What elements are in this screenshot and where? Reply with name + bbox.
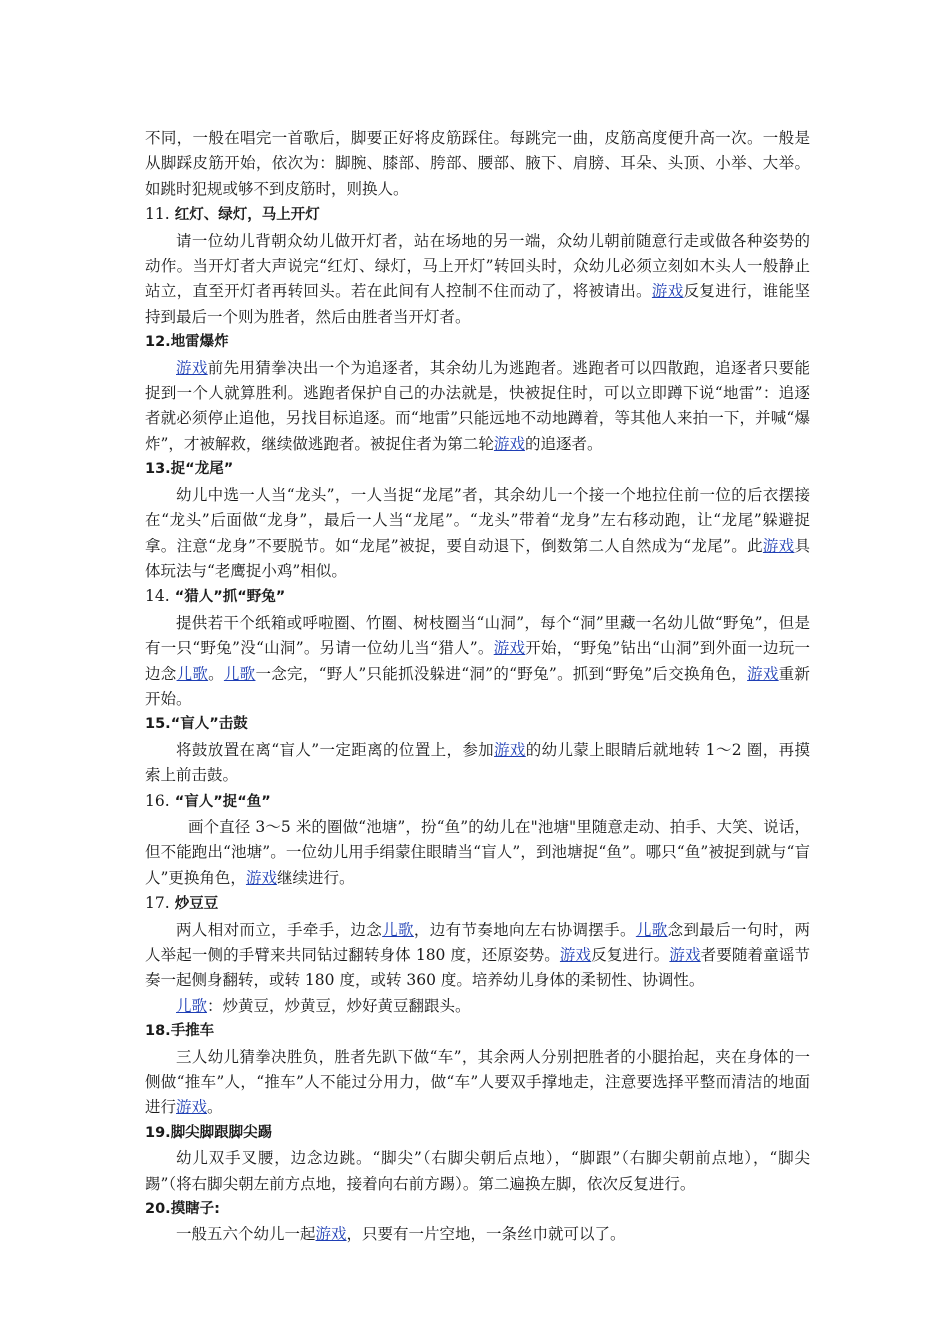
paragraph-text: ，边有节奏地向左右协调摆手。: [413, 920, 636, 939]
intro-paragraph: 不同，一般在唱完一首歌后，脚要正好将皮筋踩住。每跳完一曲，皮筋高度便升高一次。一般是从脚踩皮筋开始，依次为：脚腕、膝部、胯部、腰部、腋下、肩膀、耳朵、头顶、小举、大举。如跳时犯规或够不到皮筋时，则换人。: [145, 129, 810, 198]
paragraph-text: 一般五六个幼儿一起: [176, 1225, 316, 1244]
paragraph-text: 。: [208, 664, 224, 683]
section-number: 19.: [145, 1124, 171, 1141]
section-paragraph: [145, 483, 810, 585]
section-paragraph: [145, 738, 810, 789]
section-title: “盲人”捉“鱼”: [174, 793, 271, 810]
paragraph-text: 前先用猜拳决出一个为追逐者，其余幼儿为逃跑者。逃跑者可以四散跑，追逐者只要能捉到一个人就算胜利。逃跑者保护自己的办法就是，快被捉住时，可以立即蹲下说“地雷”：追逐者就必须停止追他，另找目标追逐。而“地雷”只能远地不动地蹲着，等其他人来拍一下，并喊“爆炸”，才被解救，继续做逃跑者。被捉住者为第二轮: [145, 358, 810, 453]
keyword-link[interactable]: 游戏: [176, 358, 208, 377]
section-paragraph: [145, 611, 810, 713]
paragraph-text: 的追逐者。: [524, 434, 603, 453]
section-heading: [145, 1019, 810, 1044]
keyword-link[interactable]: 游戏: [762, 536, 795, 555]
section-paragraph: [145, 356, 810, 458]
paragraph-text: 请一位幼儿背朝众幼儿做开灯者，站在场地的另一端，众幼儿朝前随意行走或做各种姿势的动作。当开灯者大声说完“红灯、绿灯，马上开灯”转回头时，众幼儿必须立刻如木头人一般静止站立，直至开灯者再转回头。若在此间有人控制不住而动了，将被请出。: [145, 231, 810, 301]
keyword-link[interactable]: 游戏: [245, 868, 277, 887]
paragraph-text: 一念完，“野人”只能抓没躲进“洞”的“野兔”。抓到“野兔”后交换角色，: [255, 664, 748, 683]
section-number: 12.: [145, 334, 171, 351]
keyword-link[interactable]: 儿歌: [176, 664, 209, 683]
section-paragraph: [145, 1222, 810, 1247]
section-number: 18.: [145, 1023, 171, 1040]
section-heading: [145, 1121, 810, 1146]
section-title: 炒豆豆: [174, 896, 219, 913]
section-title: “猎人”抓“野兔”: [174, 589, 286, 606]
keyword-link[interactable]: 游戏: [493, 639, 526, 658]
section-title: 捉“龙尾”: [170, 461, 234, 478]
section-heading: [145, 891, 810, 917]
keyword-link[interactable]: 游戏: [669, 946, 701, 964]
paragraph-text: 将鼓放置在离“盲人”一定距离的位置上，参加: [176, 740, 495, 759]
keyword-link[interactable]: 儿歌: [382, 920, 414, 939]
keyword-link[interactable]: 儿歌: [223, 664, 256, 683]
document-body: [145, 126, 810, 1248]
paragraph-text: ，只要有一片空地，一条丝巾就可以了。: [346, 1225, 626, 1244]
paragraph-text: 两人相对而立，手牵手，边念: [176, 920, 383, 939]
section-paragraph: [145, 1045, 810, 1121]
section-title: 脚尖脚跟脚尖踢: [170, 1124, 273, 1141]
section-heading: [145, 202, 810, 228]
keyword-link[interactable]: 游戏: [176, 1098, 208, 1117]
paragraph-text: 继续进行。: [276, 868, 355, 887]
keyword-link[interactable]: 游戏: [747, 664, 779, 683]
paragraph-text: 画个直径 3～5 米的圈做“池塘”，扮“鱼”的幼儿在"池塘"里随意走动、拍手、大笑、说话，但不能跑出“池塘”。一位幼儿用手绢蒙住眼睛当“盲人”，到池塘捉“鱼”。哪只“鱼”被捉到就与“盲人”更换角色，: [145, 817, 810, 887]
section-number: 15.: [145, 716, 171, 733]
section-title: 摸瞎子:: [170, 1201, 220, 1218]
paragraph-text: 幼儿中选一人当“龙头”，一人当捉“龙尾”者，其余幼儿一个接一个地拉住前一位的后衣摆接在“龙头”后面做“龙身”，最后一人当“龙尾”。“龙头”带着“龙身”左右移动跑，让“龙尾”躲避捉拿。注意“龙身”不要脱节。如“龙尾”被捉，要自动退下，倒数第二人自然成为“龙尾”。此: [145, 485, 810, 555]
section-heading: [145, 330, 810, 355]
section-number: 16.: [145, 791, 170, 810]
section-title: “盲人”击鼓: [170, 716, 248, 733]
keyword-link[interactable]: 游戏: [559, 946, 592, 964]
paragraph-text: 三人幼儿猜拳决胜负，胜者先趴下做“车”，其余两人分别把胜者的小腿抬起，夹在身体的一侧做“推车”人，“推车”人不能过分用力，做“车”人要双手撑地走，注意要选择平整而清洁的地面进行: [145, 1047, 810, 1117]
section-heading: [145, 789, 810, 815]
paragraph-text: 反复进行。: [591, 946, 670, 964]
paragraph-text: 反复进行，谁能坚持到最后一个则为胜者，然后由胜者当开灯者。: [145, 282, 810, 326]
keyword-link[interactable]: 游戏: [315, 1225, 347, 1244]
keyword-link[interactable]: 儿歌: [635, 920, 668, 939]
section-paragraph: [145, 994, 810, 1019]
section-number: 13.: [145, 461, 171, 478]
paragraph-text: 者要随着童谣节奏一起侧身翻转，或转 180 度，或转 360 度。培养幼儿身体的柔韧性、协调性。: [145, 946, 810, 990]
section-paragraph: [145, 918, 810, 994]
section-heading: [145, 457, 810, 482]
keyword-link[interactable]: 游戏: [494, 740, 526, 759]
paragraph-text: 具体玩法与“老鹰捉小鸡”相似。: [145, 536, 810, 580]
paragraph-text: 开始，“野兔”钻出“山洞”到外面一边玩一边念: [145, 639, 811, 683]
paragraph-text: 。: [207, 1098, 223, 1117]
section-title: 手推车: [170, 1023, 215, 1040]
section-number: 14.: [145, 587, 170, 606]
paragraph-text: 提供若干个纸箱或呼啦圈、竹圈、树枝圈当“山洞”，每个“洞”里藏一名幼儿做“野兔”，但是有一只“野兔”没“山洞”。另请一位幼儿当“猎人”。: [145, 613, 810, 658]
section-heading: [145, 584, 810, 610]
section-number: 20.: [145, 1201, 171, 1218]
paragraph-text: 的幼儿蒙上眼睛后就地转 1～2 圈，再摸索上前击鼓。: [145, 740, 810, 785]
section-title: 红灯、绿灯，马上开灯: [174, 207, 320, 224]
section-paragraph: [145, 815, 810, 891]
section-heading: [145, 1197, 810, 1222]
section-paragraph: [145, 1146, 810, 1197]
section-paragraph: [145, 229, 810, 331]
section-number: 17.: [145, 894, 170, 913]
paragraph-text: 重新开始。: [145, 664, 810, 708]
keyword-link[interactable]: 游戏: [493, 434, 525, 453]
section-heading: [145, 712, 810, 737]
paragraph-text: 念到最后一句时，两人举起一侧的手臂来共同钻过翻转身体 180 度，还原姿势。: [145, 920, 810, 964]
paragraph-text: 幼儿双手叉腰，边念边跳。“脚尖”（右脚尖朝后点地），“脚跟”（右脚尖朝前点地），“脚尖踢”（将右脚尖朝左前方点地，接着向右前方踢）。第二遍换左脚，依次反复进行。: [145, 1149, 810, 1193]
keyword-link[interactable]: 儿歌: [176, 996, 208, 1015]
section-number: 11.: [145, 205, 170, 224]
section-title: 地雷爆炸: [170, 334, 229, 351]
paragraph-text: ：炒黄豆，炒黄豆，炒好黄豆翻跟头。: [207, 996, 471, 1015]
keyword-link[interactable]: 游戏: [651, 282, 684, 301]
